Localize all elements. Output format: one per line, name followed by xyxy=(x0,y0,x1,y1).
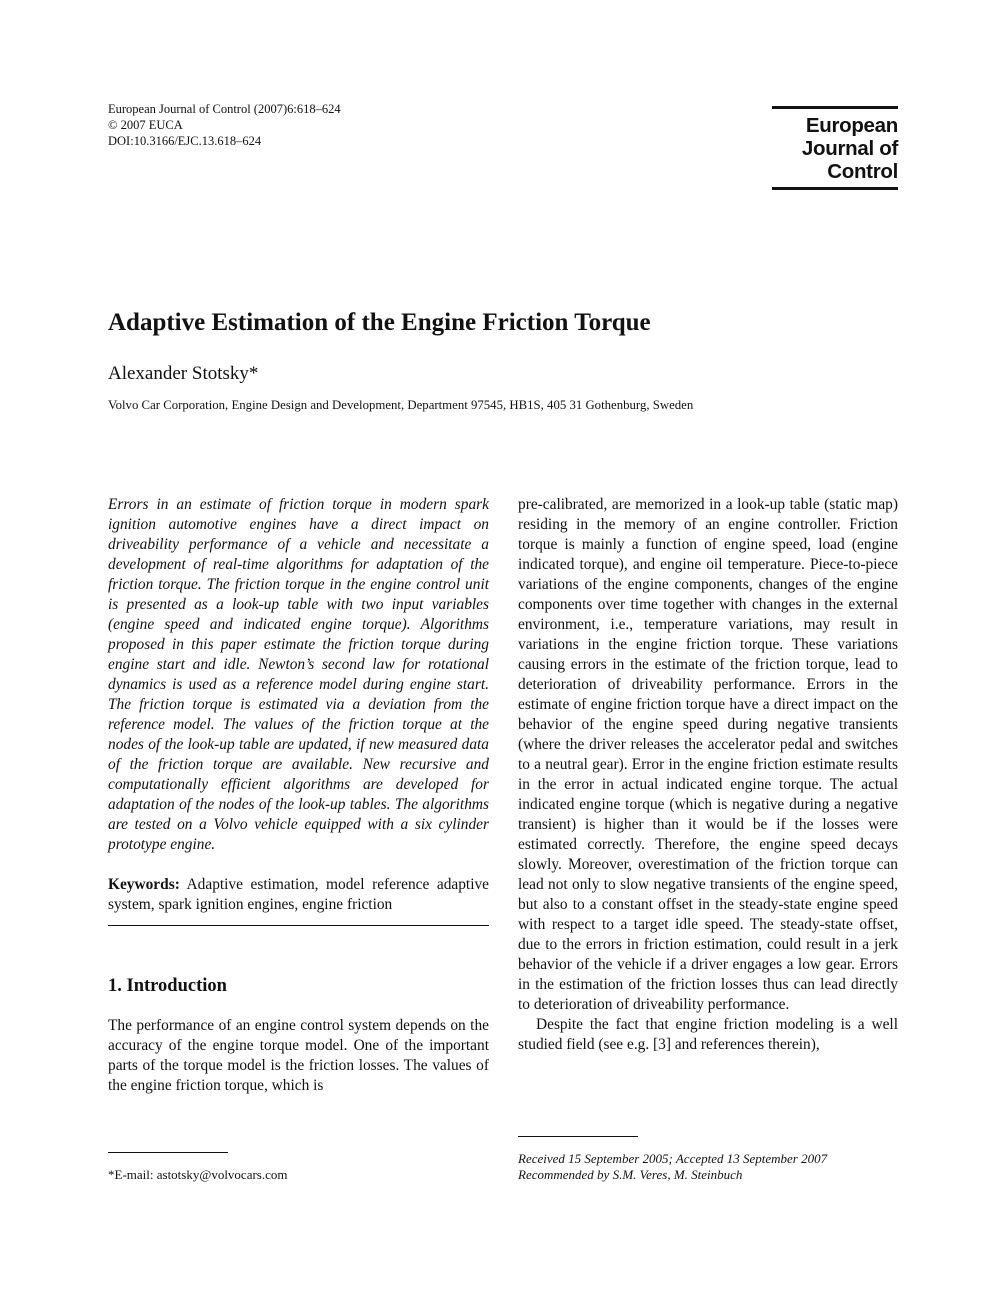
received-accepted-line: Received 15 September 2005; Accepted 13 September 2007 xyxy=(518,1151,828,1166)
keywords-label: Keywords: xyxy=(108,876,180,893)
right-column xyxy=(518,495,898,1055)
abstract: Errors in an estimate of friction torque in modern spark ignition automotive engines have a direct impact on driveability performance of a vehicle and necessitate a development of real-time algorithms for adaptation of the friction torque. The friction torque in the engine control unit is presented as a look-up table with two input variables (engine speed and indicated engine torque). Algorithms proposed in this paper estimate the friction torque during engine start and idle. Newton’s second law for rotational dynamics is used as a reference model during engine start. The friction torque is estimated via a deviation from the reference model. The values of the friction torque at the nodes of the look-up table are updated, if new measured data of the friction torque are available. New recursive and computationally efficient algorithms are developed for adaptation of the nodes of the look-up tables. The algorithms are tested on a Volvo vehicle equipped with a six cylinder prototype engine. xyxy=(108,496,489,853)
logo-bottom-rule xyxy=(772,187,898,190)
keywords xyxy=(108,875,489,915)
author-name: Alexander Stotsky* xyxy=(108,363,259,384)
citation-line: European Journal of Control (2007)6:618–624 xyxy=(108,102,341,116)
journal-logo xyxy=(772,106,898,190)
copyright-line: © 2007 EUCA xyxy=(108,118,183,132)
logo-line-2: Journal of xyxy=(801,137,898,160)
footnote-email: *E-mail: astotsky@volvocars.com xyxy=(108,1167,288,1182)
footnote-dates xyxy=(518,1151,827,1183)
abstract-divider xyxy=(108,925,489,926)
footnote-rule-right xyxy=(518,1136,638,1137)
right-paragraph-1: pre-calibrated, are memorized in a look-up table (static map) residing in the memory of an engine controller. Friction torque is mainly a function of engine speed, load (engine indicated torque), and engine oil temperature. Piece-to-piece variations of the engine components, changes of the engine components over time together with changes in the external environment, i.e., temperature variations, may result in variations in the engine friction torque. These variations causing errors in the estimate of the friction torque, lead to deterioration of driveability performance. Errors in the estimate of engine friction torque have a direct impact on the behavior of the engine speed during negative transients (where the driver releases the accelerator pedal and switches to a neutral gear). Error in the engine friction estimate results in the error in actual indicated engine torque. The actual indicated engine torque (which is negative during a negative transient) is higher than it would be if the losses were estimated correctly. Therefore, the engine speed decays slowly. Moreover, overestimation of the friction torque can lead not only to slow negative transients of the engine speed, but also to a constant offset in the steady-state engine speed with respect to a target idle speed. The steady-state offset, due to the errors in friction estimation, could result in a jerk behavior of the vehicle if a driver engages a low gear. Errors in the estimation of the friction losses thus can lead directly to deterioration of driveability performance. xyxy=(518,496,898,1013)
keywords-text: Adaptive estimation, model reference adaptive system, spark ignition engines, engine friction xyxy=(108,876,489,913)
intro-paragraph: The performance of an engine control system depends on the accuracy of the engine torque model. One of the important parts of the torque model is the friction losses. The values of the engine friction torque, which is xyxy=(108,1017,489,1094)
logo-line-1: European xyxy=(805,114,898,137)
doi-line: DOI:10.3166/EJC.13.618–624 xyxy=(108,134,262,148)
logo-line-3: Control xyxy=(827,160,898,183)
journal-citation-block xyxy=(108,101,341,149)
recommended-by-line: Recommended by S.M. Veres, M. Steinbuch xyxy=(518,1167,743,1182)
paper-title: Adaptive Estimation of the Engine Friction Torque xyxy=(108,309,651,336)
author-affiliation: Volvo Car Corporation, Engine Design and Development, Department 97545, HB1S, 405 31 Gothenburg, Sweden xyxy=(108,398,694,412)
left-column xyxy=(108,495,489,1096)
section-heading-introduction: 1. Introduction xyxy=(108,976,227,996)
right-paragraph-2: Despite the fact that engine friction modeling is a well studied field (see e.g. [3] and references therein), xyxy=(518,1016,898,1053)
footnote-rule-left xyxy=(108,1152,228,1153)
